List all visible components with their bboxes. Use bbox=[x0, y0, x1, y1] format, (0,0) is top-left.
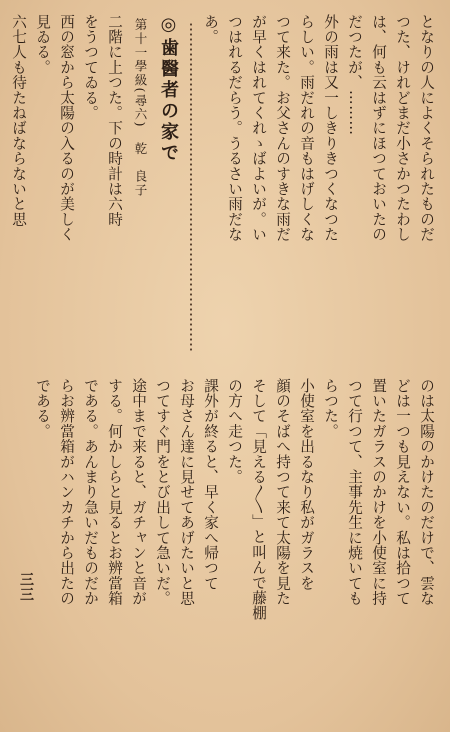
dotted-separator bbox=[184, 14, 198, 358]
text-column: あ。 bbox=[202, 14, 219, 45]
text-column: らつた。 bbox=[322, 378, 339, 439]
text-column: の方へ走つた。 bbox=[226, 378, 243, 485]
text-column: つて行つて、主事先生に焼いても bbox=[346, 378, 363, 606]
text-column: 置いたガラスのかけを小使室に持 bbox=[370, 378, 387, 606]
text-column: 小使室を出るなり私がガラスを bbox=[298, 378, 315, 591]
text-column: をうつてゐる。 bbox=[82, 14, 99, 121]
text-column: 見ゐる。 bbox=[34, 14, 51, 75]
text-column: つてすぐ門をとび出して急いだ。 bbox=[154, 378, 171, 606]
text-column: だつたが、……… bbox=[346, 14, 363, 136]
top-tier bbox=[8, 14, 438, 358]
text-column: 課外が終ると、早く家へ帰つて bbox=[202, 378, 219, 591]
text-column: つた、けれどまだ小さかつたわし bbox=[394, 14, 411, 242]
text-column: つて来た。お父さんのすきな雨だ bbox=[274, 14, 291, 242]
text-column: つはれるだらう。うるさい雨だな bbox=[226, 14, 243, 242]
text-column: である。 bbox=[34, 378, 51, 439]
bottom-tier bbox=[28, 378, 438, 712]
text-column: のは太陽のかけたのだけで、雲な bbox=[418, 378, 435, 606]
page-number: 三三 bbox=[18, 572, 34, 602]
text-column: 六七人も待たねばならないと思 bbox=[10, 14, 27, 227]
text-column: どは一つも見えない。私は拾つて bbox=[394, 378, 411, 606]
text-column: 西の窓から太陽の入るのが美しく bbox=[58, 14, 75, 242]
text-column: 途中まで来ると、ガチャンと音が bbox=[130, 378, 147, 606]
text-column: である。あんまり急いだものだか bbox=[82, 378, 99, 606]
text-column: 二階に上つた。下の時計は六時 bbox=[106, 14, 123, 227]
text-column: お母さん達に見せてあげたいと思 bbox=[178, 378, 195, 606]
text-column: らお辨當箱がハンカチから出たの bbox=[58, 378, 75, 606]
article-title: ◎歯醫者の家で bbox=[158, 14, 179, 164]
text-column: する。何かしらと見るとお辨當箱 bbox=[106, 378, 123, 606]
article-byline: 第十一學級(尋六) 乾 良子 bbox=[133, 18, 148, 198]
text-column: 顔のそばへ持つて来て太陽を見た bbox=[274, 378, 291, 606]
text-column: らしい。雨だれの音もはげしくな bbox=[298, 14, 315, 242]
text-column: は、何も云はずにほつておいたの bbox=[370, 14, 387, 242]
text-column: そして「見える〳〵」と叫んで藤棚 bbox=[250, 378, 267, 621]
text-column: 外の雨は又一しきりきつくなつた bbox=[322, 14, 339, 242]
text-column: が早くはれてくれゝばよいが。い bbox=[250, 14, 267, 242]
text-column: となりの人によくそられたものだ bbox=[418, 14, 435, 242]
